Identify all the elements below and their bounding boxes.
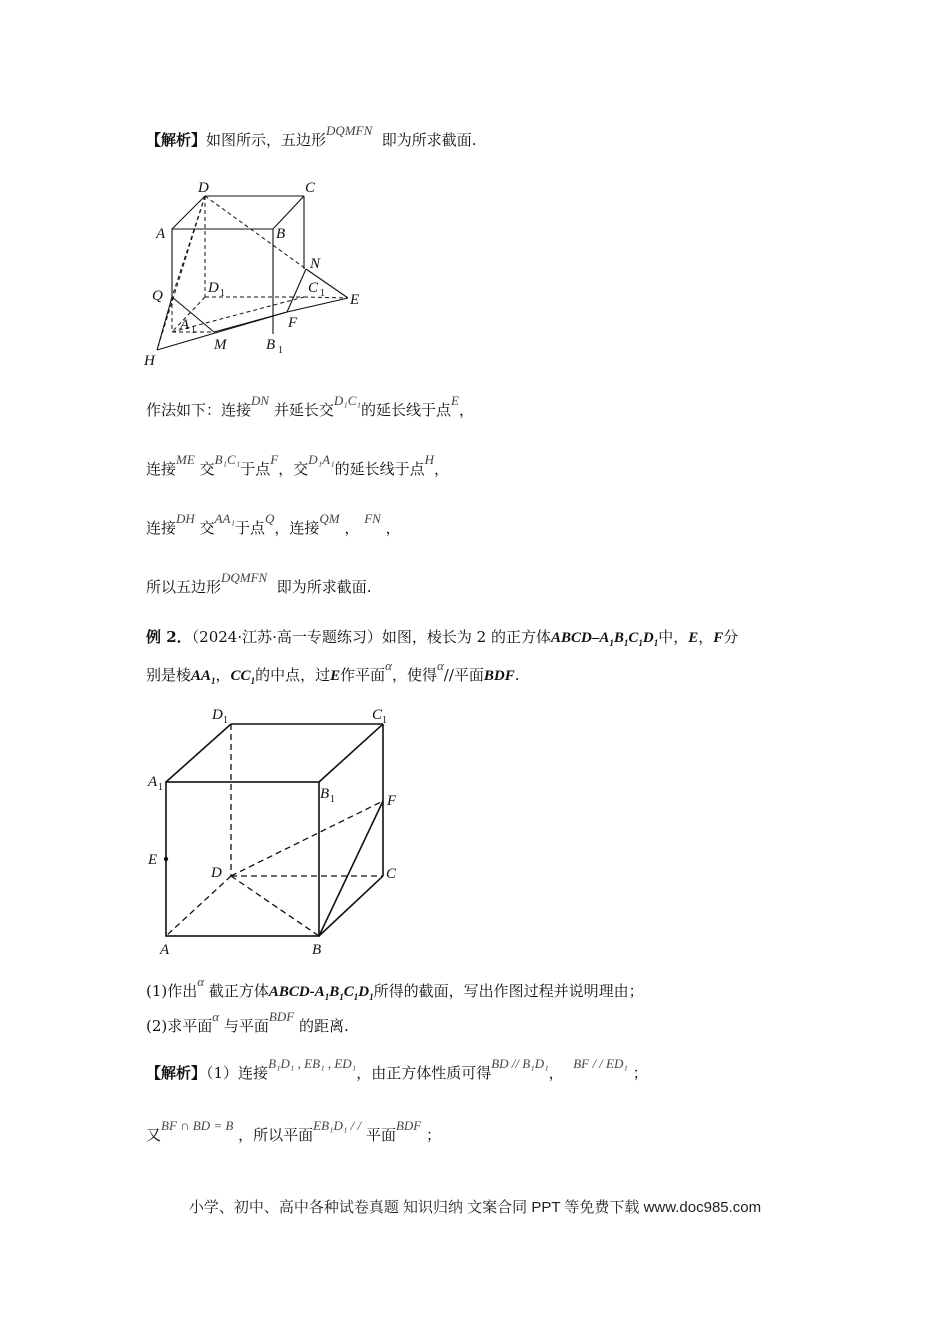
math-expr: DQMFN xyxy=(326,123,373,138)
math-expr: E xyxy=(451,393,459,408)
math-expr: EB₁D₁ / / xyxy=(313,1118,362,1133)
fig1-label: E xyxy=(350,292,360,308)
fig1-label: N xyxy=(310,256,321,272)
math-expr: D₁C₁ xyxy=(333,393,361,408)
fig2-label: 1 xyxy=(382,715,387,726)
fig1-label: C xyxy=(308,280,319,296)
fig2-label: C xyxy=(372,707,383,723)
fig1-label: Q xyxy=(152,288,163,304)
fig1-label: B xyxy=(276,226,286,242)
fig1-label: B xyxy=(266,337,276,353)
fig1-label: A xyxy=(180,317,190,333)
step-line-1: 作法如下：连接DN 并延长交D₁C₁的延长线于点E， xyxy=(146,393,474,419)
math-expr: BD // B₁D₁ xyxy=(491,1056,549,1071)
fig2-label: F xyxy=(387,793,397,809)
fig1-label: 1 xyxy=(320,288,325,299)
fig2-label: D xyxy=(211,865,222,881)
math-expr: B₁D₁ , EB₁ , ED₁ xyxy=(268,1056,357,1071)
solution-tag: 【解析】 xyxy=(146,131,207,149)
fig1-label: H xyxy=(144,353,155,369)
fig2-label: E xyxy=(148,852,158,868)
fig2-label: 1 xyxy=(158,782,163,793)
fig1-label: D xyxy=(198,180,209,196)
fig2-label: B xyxy=(320,786,330,802)
fig2-label: C xyxy=(386,866,397,882)
example-heading: 例 2． xyxy=(146,628,192,646)
math-expr: α xyxy=(212,1009,220,1024)
math-expr: QM xyxy=(319,511,340,526)
math-expr: D₁A₁ xyxy=(308,452,335,467)
fig1-label: M xyxy=(214,337,227,353)
fig1-label: 1 xyxy=(278,345,283,356)
question-2: (2)求平面α 与平面BDF 的距离. xyxy=(146,1009,349,1035)
math-expr: BDF xyxy=(268,1009,295,1024)
fig1-label: A xyxy=(156,226,166,242)
step-line-3: 连接DH 交AA₁于点Q，连接QM ， FN ， xyxy=(146,511,401,537)
example-2-line-1: 例 2．（2024·江苏·高一专题练习）如图，棱长为 2 的正方体ABCD–$A_1B_1C_1D_1$中，E，F分 xyxy=(146,628,739,648)
fig1-label: 1 xyxy=(191,325,196,336)
math-expr: BF ∩ BD = B xyxy=(161,1118,234,1133)
question-1: (1)作出α 截正方体ABCD-$A_1B_1C_1D_1$所得的截面，写出作图过程并说明理由； xyxy=(146,974,644,1002)
math-expr: ME xyxy=(176,452,195,467)
math-expr: FN xyxy=(364,511,381,526)
fig2-label: 1 xyxy=(330,794,335,805)
fig2-label: 1 xyxy=(223,715,228,726)
fig2-label: D xyxy=(212,707,223,723)
solution-intro: 【解析】如图所示，五边形DQMFN 即为所求截面. xyxy=(146,123,477,149)
figure-cube-bdf xyxy=(140,700,420,962)
math-expr: BDF xyxy=(395,1118,422,1133)
solution-2-line-1: 【解析】（1）连接B₁D₁ , EB₁ , ED₁，由正方体性质可得BD // B₁D₁， BF / / ED₁ ； xyxy=(146,1056,648,1082)
example-2-line-2: 别是棱$AA_1$，$CC_1$的中点，过E作平面α，使得α//平面BDF. xyxy=(146,658,520,686)
step-line-4: 所以五边形DQMFN 即为所求截面. xyxy=(146,570,372,596)
fig2-label: A xyxy=(148,774,158,790)
solution-2-line-2: 又BF ∩ BD = B ，所以平面EB₁D₁ / / 平面BDF ； xyxy=(146,1118,442,1144)
step-line-2: 连接ME 交B₁C₁于点F，交D₁A₁的延长线于点H， xyxy=(146,452,450,478)
figure-cube-section xyxy=(140,172,380,372)
fig1-label: D xyxy=(208,280,219,296)
math-expr: AA₁ xyxy=(214,511,235,526)
fig1-label: 1 xyxy=(220,288,225,299)
fig1-label: F xyxy=(288,315,298,331)
math-expr: Q xyxy=(265,511,275,526)
fig1-label: C xyxy=(305,180,316,196)
math-expr: DH xyxy=(176,511,195,526)
math-expr: BF / / ED₁ xyxy=(573,1056,628,1071)
math-expr: F xyxy=(270,452,279,467)
fig2-label: B xyxy=(312,942,322,958)
math-expr: α xyxy=(385,658,392,673)
math-expr: DQMFN xyxy=(221,570,268,585)
footer-banner: 小学、初中、高中各种试卷真题 知识归纳 文案合同 PPT 等免费下载 www.doc985.com xyxy=(188,1199,762,1216)
fig2-label: A xyxy=(160,942,170,958)
math-expr: α xyxy=(436,658,444,673)
math-expr: α xyxy=(197,974,205,989)
solution-tag: 【解析】 xyxy=(146,1064,207,1082)
math-expr: H xyxy=(424,452,435,467)
math-expr: B₁C₁ xyxy=(214,452,241,467)
math-expr: DN xyxy=(251,393,270,408)
